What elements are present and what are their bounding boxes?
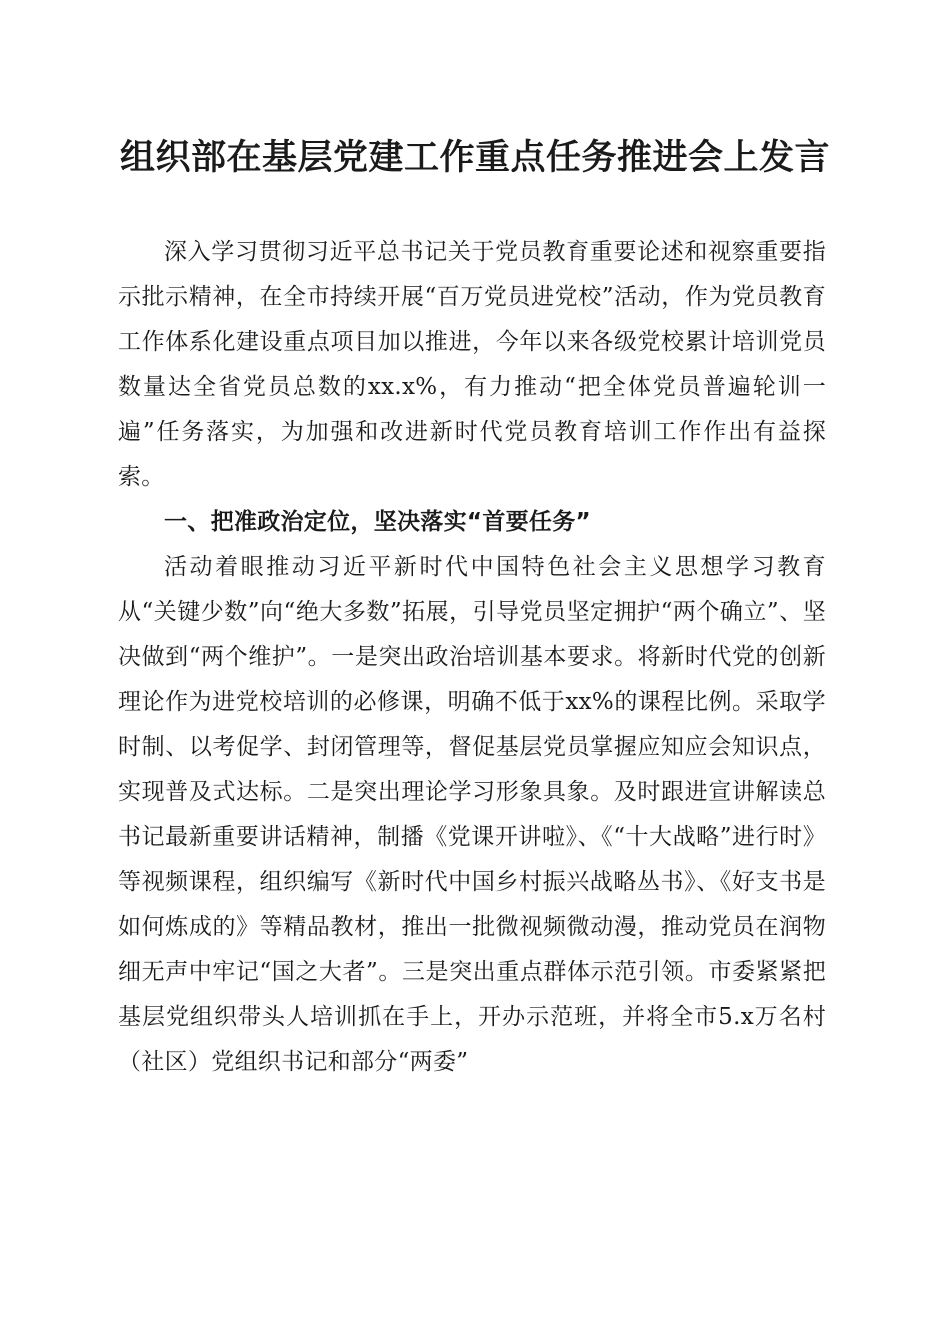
intro-paragraph: 深入学习贯彻习近平总书记关于党员教育重要论述和视察重要指示批示精神，在全市持续开展“百万党员进党校”活动，作为党员教育工作体系化建设重点项目加以推进，今年以来各级党校累计培训党员数量达全省党员总数的xx.x%，有力推动“把全体党员普遍轮训一遍”任务落实，为加强和改进新时代党员教育培训工作作出有益探索。	[118, 239, 826, 490]
section-heading: 一、把准政治定位，坚决落实“首要任务”	[164, 509, 591, 535]
document-body	[118, 230, 826, 1085]
section-paragraph: 活动着眼推动习近平新时代中国特色社会主义思想学习教育从“关键少数”向“绝大多数”拓展，引导党员坚定拥护“两个确立”、坚决做到“两个维护”。一是突出政治培训基本要求。将新时代党的创新理论作为进党校培训的必修课，明确不低于xx%的课程比例。采取学时制、以考促学、封闭管理等，督促基层党员掌握应知应会知识点，实现普及式达标。二是突出理论学习形象具象。及时跟进宣讲解读总书记最新重要讲话精神，制播《党课开讲啦》、《“十大战略”进行时》等视频课程，组织编写《新时代中国乡村振兴战略丛书》、《好支书是如何炼成的》等精品教材，推出一批微视频微动漫，推动党员在润物细无声中牢记“国之大者”。三是突出重点群体示范引领。市委紧紧把基层党组织带头人培训抓在手上，开办示范班，并将全市5.x万名村（社区）党组织书记和部分“两委”	[118, 554, 826, 1075]
document-title: 组织部在基层党建工作重点任务推进会上发言	[119, 137, 830, 178]
